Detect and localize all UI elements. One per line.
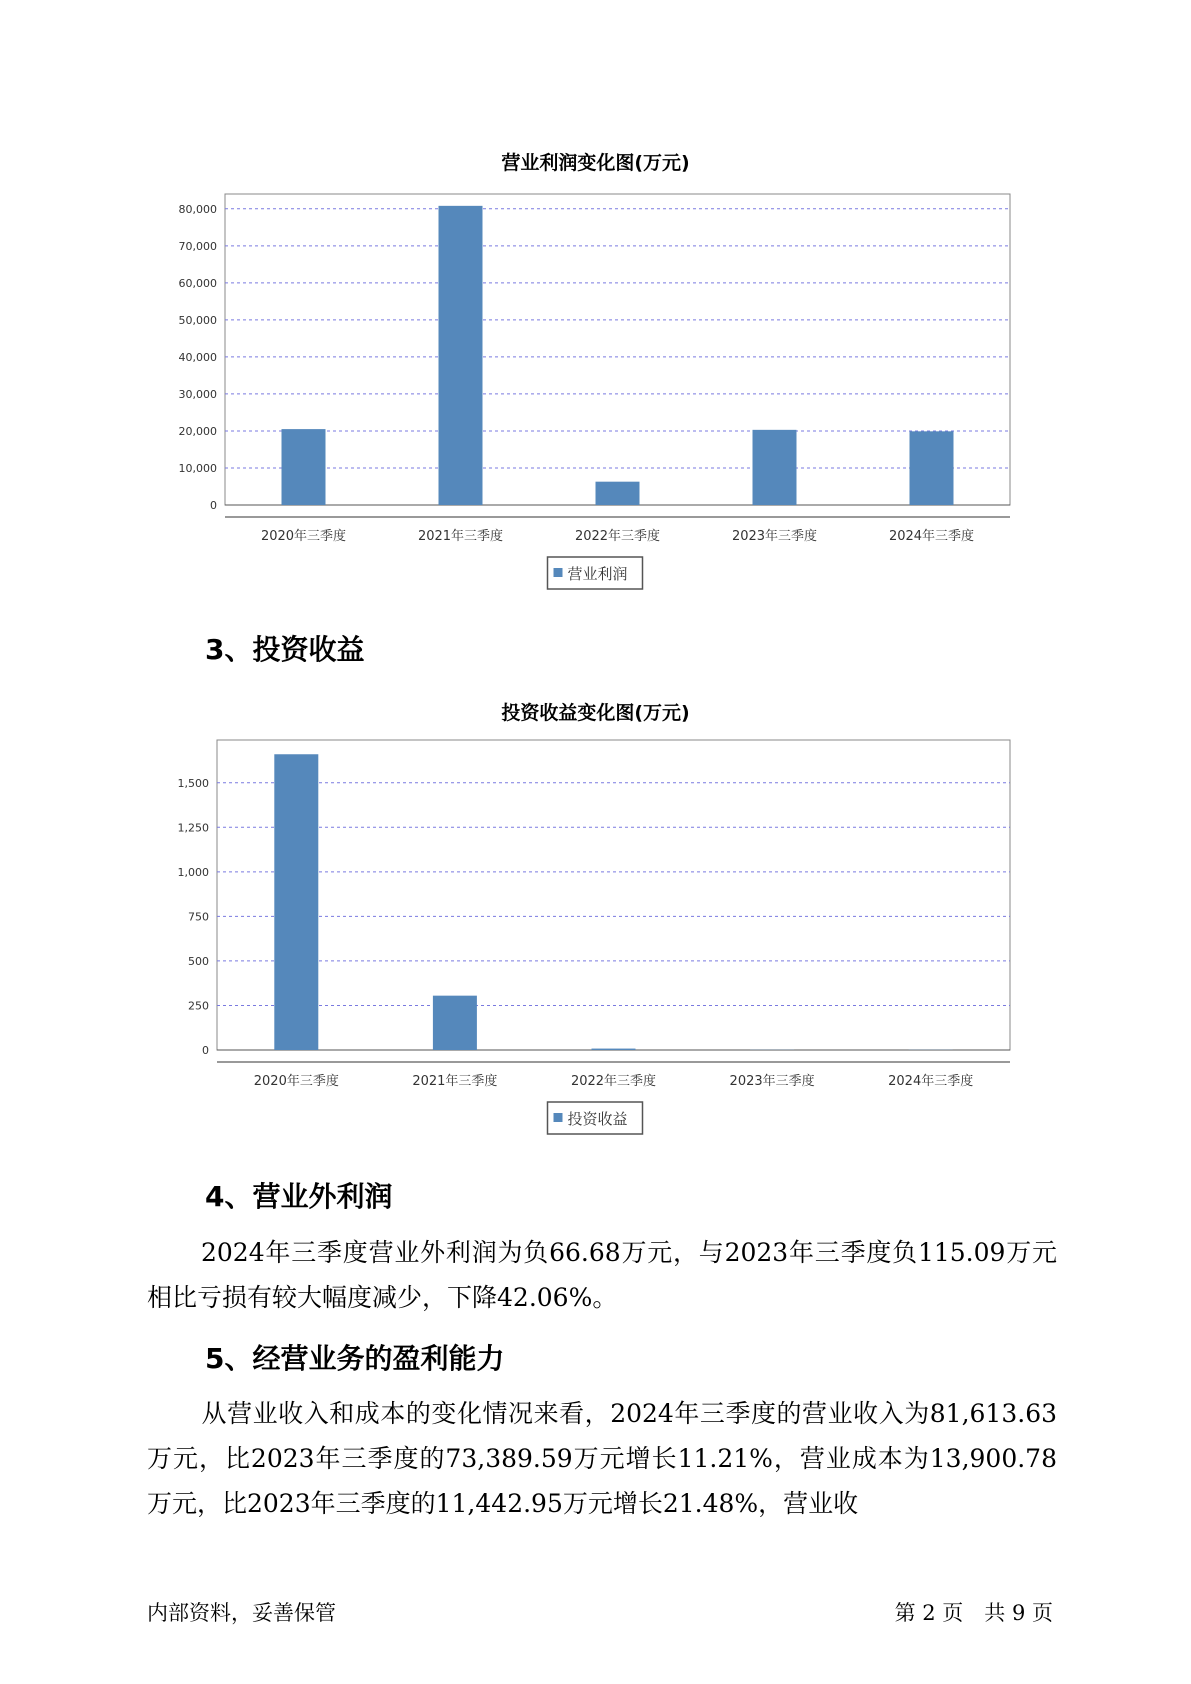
y-tick-label: 250 (188, 999, 209, 1013)
investment-income-chart (0, 730, 1191, 1170)
bar (596, 482, 640, 505)
chart-title-operating-profit: 营业利润变化图(万元) (501, 152, 690, 174)
paragraph-profitability-text: 从营业收入和成本的变化情况来看，2024年三季度的营业收入为81,613.63万元，比2023年三季度的73,389.59万元增长11.21%，营业成本为13,900.78万元，比2023年三季度的11,442.95万元增长21.48%，营业收 (147, 1399, 1057, 1518)
category-label: 2021年三季度 (412, 1074, 498, 1089)
y-tick-label: 50,000 (178, 313, 217, 327)
y-tick-label: 70,000 (178, 239, 217, 253)
y-tick-label: 20,000 (178, 424, 217, 438)
legend-swatch (554, 568, 563, 577)
y-tick-label: 10,000 (178, 461, 217, 475)
legend-label: 投资收益 (567, 1110, 628, 1128)
category-label: 2021年三季度 (417, 529, 504, 544)
footer-confidential-note: 内部资料，妥善保管 (147, 1601, 336, 1625)
paragraph-non-operating (147, 1230, 1057, 1320)
category-label: 2020年三季度 (253, 1074, 339, 1089)
legend-label: 营业利润 (567, 565, 628, 583)
bar (433, 996, 477, 1050)
category-label: 2024年三季度 (888, 1074, 974, 1089)
y-tick-label: 1,250 (177, 821, 209, 835)
plot-area (225, 194, 1010, 505)
y-tick-label: 750 (188, 910, 209, 924)
chart-title-investment-income: 投资收益变化图(万元) (501, 702, 690, 724)
plot-area (217, 740, 1010, 1050)
section-heading-non-operating: 4、营业外利润 (205, 1180, 393, 1213)
category-label: 2023年三季度 (729, 1074, 815, 1089)
category-label: 2020年三季度 (260, 529, 347, 544)
bar (592, 1049, 636, 1050)
y-tick-label: 1,000 (177, 865, 209, 879)
paragraph-profitability (147, 1391, 1057, 1526)
bar (910, 431, 954, 505)
y-tick-label: 0 (202, 1044, 209, 1057)
section-heading-investment: 3、投资收益 (205, 633, 365, 666)
bar (439, 206, 483, 505)
category-label: 2024年三季度 (888, 529, 975, 544)
bar (753, 430, 797, 505)
y-tick-label: 0 (210, 499, 217, 512)
section-heading-profitability: 5、经营业务的盈利能力 (205, 1342, 505, 1375)
legend-swatch (554, 1113, 563, 1122)
category-label: 2022年三季度 (570, 1074, 657, 1089)
y-tick-label: 60,000 (178, 276, 217, 290)
y-tick-label: 80,000 (178, 202, 217, 216)
bar (282, 429, 326, 505)
y-tick-label: 30,000 (178, 387, 217, 401)
category-label: 2022年三季度 (574, 529, 661, 544)
paragraph-non-operating-text: 2024年三季度营业外利润为负66.68万元，与2023年三季度负115.09万元相比亏损有较大幅度减少，下降42.06%。 (147, 1238, 1057, 1312)
footer-page-number: 第 2 页 共 9 页 (894, 1601, 1053, 1625)
y-tick-label: 40,000 (178, 350, 217, 364)
y-tick-label: 1,500 (177, 776, 209, 790)
y-tick-label: 500 (188, 954, 209, 968)
bar (274, 754, 318, 1050)
category-label: 2023年三季度 (731, 529, 818, 544)
operating-profit-chart (0, 180, 1191, 620)
